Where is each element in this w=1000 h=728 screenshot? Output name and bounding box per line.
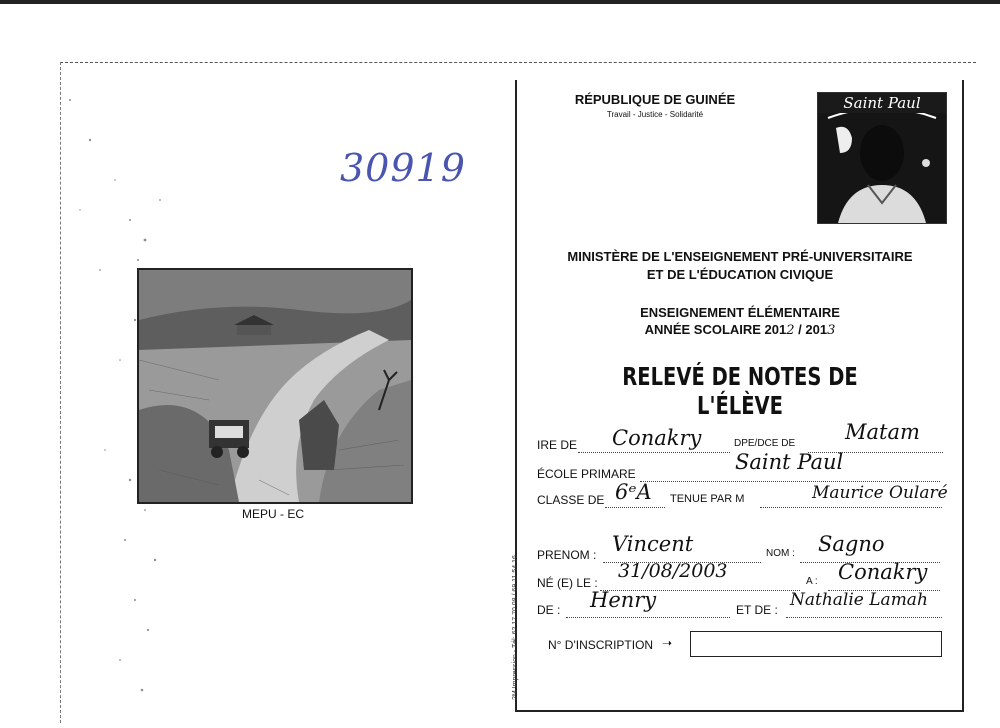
arrow-right-icon: ➝ [662,636,673,650]
pere-value: Henry [590,588,657,612]
school-year-start-digit: 2 [786,323,795,338]
national-motto: Travail - Justice - Solidarité [606,110,704,119]
program-level: ENSEIGNEMENT ÉLÉMENTAIRE [640,305,840,320]
school-year-separator: / 201 [794,322,828,337]
a-label: A : [806,576,818,587]
ministry-line-1: MINISTÈRE DE L'ENSEIGNEMENT PRÉ-UNIVERSITAIRE [567,249,913,264]
et-de-label: ET DE : [736,603,778,617]
ire-value: Conakry [612,426,702,450]
ire-line [578,452,730,453]
classe-label: CLASSE DE [537,493,605,507]
student-photo [817,92,947,224]
ne-label: NÉ (E) LE : [537,576,598,590]
mere-line [786,617,942,618]
printer-credit [512,520,524,700]
dpe-value: Matam [845,420,920,444]
ecole-value: Saint Paul [735,450,844,474]
school-year-end-digit: 3 [827,323,836,338]
ire-label: IRE DE [537,438,578,452]
cover-illustration [137,268,413,504]
tenue-label: TENUE PAR M [670,493,745,505]
tenue-line [760,507,942,508]
program-heading [540,304,940,339]
a-value: Conakry [838,560,928,584]
pere-line [566,617,730,618]
dpe-label: DPE/DCE DE [734,438,796,449]
inscription-label: N° D'INSCRIPTION [548,638,654,652]
republic-heading: RÉPUBLIQUE DE GUINÉE [574,92,736,107]
school-year [540,321,940,339]
classe-value: 6ᵉA [615,480,652,504]
photo-school-label: Saint Paul [818,93,946,113]
printer-credit-text: 2M Impression - Tél: 62 17 70 08 / 69 11 54 16 [512,555,519,700]
prenom-label: PRENOM : [537,548,597,562]
school-year-label: ANNÉE SCOLAIRE 201 [644,322,787,337]
ecole-line [640,481,940,482]
classe-line [605,507,665,508]
ne-value: 31/08/2003 [618,560,728,582]
handwritten-number: 30919 [340,146,466,190]
nom-value: Sagno [818,532,885,556]
inscription-number-box[interactable] [690,631,942,657]
ecole-label: ÉCOLE PRIMARE [537,467,636,481]
illustration-caption: MEPU - EC [241,507,304,521]
ministry-line-2: ET DE L'ÉDUCATION CIVIQUE [646,267,834,282]
nom-label: NOM : [766,548,795,559]
tenue-value: Maurice Oularé [812,483,948,503]
de-label: DE : [537,603,561,617]
ministry-heading [540,248,940,284]
document-title: RELEVÉ DE NOTES DE L'ÉLÈVE [622,362,858,420]
mere-value: Nathalie Lamah [790,590,928,610]
prenom-value: Vincent [612,532,694,556]
scan-top-edge [0,0,1000,4]
